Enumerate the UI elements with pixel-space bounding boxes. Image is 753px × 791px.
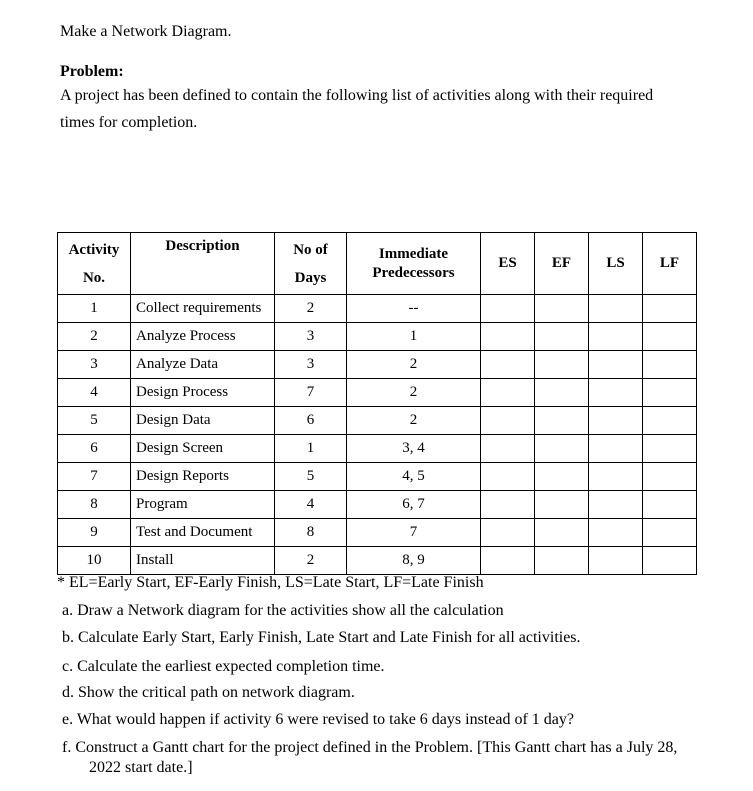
cell-ef xyxy=(535,463,589,491)
header-days xyxy=(275,233,347,295)
table-row xyxy=(58,379,697,407)
cell-ef xyxy=(535,519,589,547)
question-b: b. Calculate Early Start, Early Finish, Late Start and Late Finish for all activities. xyxy=(62,629,581,646)
header-ef: EF xyxy=(535,233,589,295)
question-f-line2: 2022 start date.] xyxy=(89,759,193,776)
cell-lf xyxy=(643,351,697,379)
header-days-line2: Days xyxy=(294,269,327,286)
cell-lf xyxy=(643,435,697,463)
table-row xyxy=(58,547,697,575)
cell-ef xyxy=(535,295,589,323)
header-ls: LS xyxy=(589,233,643,295)
cell-es xyxy=(481,407,535,435)
header-activity-line1: Activity xyxy=(68,241,120,258)
cell-ls xyxy=(589,435,643,463)
cell-ls xyxy=(589,519,643,547)
header-es: ES xyxy=(481,233,535,295)
cell-ef xyxy=(535,323,589,351)
cell-predecessors: 4, 5 xyxy=(347,463,481,491)
cell-activity-no: 1 xyxy=(58,295,131,323)
cell-description: Design Data xyxy=(131,407,275,435)
cell-activity-no: 8 xyxy=(58,491,131,519)
cell-description: Test and Document xyxy=(131,519,275,547)
cell-predecessors: 6, 7 xyxy=(347,491,481,519)
question-c: c. Calculate the earliest expected completion time. xyxy=(62,658,385,675)
cell-description: Program xyxy=(131,491,275,519)
cell-es xyxy=(481,323,535,351)
cell-days: 3 xyxy=(275,323,347,351)
cell-lf xyxy=(643,463,697,491)
cell-es xyxy=(481,463,535,491)
cell-es xyxy=(481,491,535,519)
cell-ls xyxy=(589,463,643,491)
question-d: d. Show the critical path on network diagram. xyxy=(62,684,355,701)
cell-es xyxy=(481,295,535,323)
cell-description: Analyze Data xyxy=(131,351,275,379)
cell-days: 7 xyxy=(275,379,347,407)
cell-days: 6 xyxy=(275,407,347,435)
cell-days: 4 xyxy=(275,491,347,519)
cell-description: Analyze Process xyxy=(131,323,275,351)
cell-activity-no: 5 xyxy=(58,407,131,435)
cell-activity-no: 3 xyxy=(58,351,131,379)
cell-ef xyxy=(535,491,589,519)
cell-description: Design Screen xyxy=(131,435,275,463)
table-row xyxy=(58,519,697,547)
cell-predecessors: 7 xyxy=(347,519,481,547)
cell-description: Collect requirements xyxy=(131,295,275,323)
header-days-line1: No of xyxy=(293,241,328,258)
table-row xyxy=(58,351,697,379)
cell-ef xyxy=(535,351,589,379)
header-predecessors xyxy=(347,233,481,295)
cell-activity-no: 9 xyxy=(58,519,131,547)
cell-lf xyxy=(643,547,697,575)
cell-predecessors: 1 xyxy=(347,323,481,351)
cell-lf xyxy=(643,295,697,323)
problem-heading: Problem: xyxy=(60,63,124,80)
problem-text-line2: times for completion. xyxy=(60,114,198,131)
cell-ls xyxy=(589,547,643,575)
footnote: * EL=Early Start, EF-Early Finish, LS=Late Start, LF=Late Finish xyxy=(57,574,484,591)
cell-activity-no: 2 xyxy=(58,323,131,351)
problem-text-line1: A project has been defined to contain the following list of activities along with their required xyxy=(60,87,654,104)
header-activity-line2: No. xyxy=(82,269,106,286)
cell-es xyxy=(481,519,535,547)
cell-days: 5 xyxy=(275,463,347,491)
activities-table xyxy=(57,232,697,575)
cell-ls xyxy=(589,407,643,435)
cell-description: Design Process xyxy=(131,379,275,407)
cell-predecessors: 2 xyxy=(347,407,481,435)
cell-predecessors: 8, 9 xyxy=(347,547,481,575)
table-row xyxy=(58,295,697,323)
cell-days: 3 xyxy=(275,351,347,379)
cell-ls xyxy=(589,295,643,323)
cell-es xyxy=(481,547,535,575)
cell-predecessors: 2 xyxy=(347,379,481,407)
cell-days: 2 xyxy=(275,295,347,323)
cell-activity-no: 4 xyxy=(58,379,131,407)
cell-days: 1 xyxy=(275,435,347,463)
cell-ef xyxy=(535,379,589,407)
cell-ls xyxy=(589,379,643,407)
question-f-line1: f. Construct a Gantt chart for the project defined in the Problem. [This Gantt chart has a July 28, xyxy=(62,739,678,756)
cell-lf xyxy=(643,407,697,435)
cell-ls xyxy=(589,351,643,379)
cell-predecessors: 3, 4 xyxy=(347,435,481,463)
table-row xyxy=(58,323,697,351)
cell-activity-no: 6 xyxy=(58,435,131,463)
cell-description: Design Reports xyxy=(131,463,275,491)
question-e: e. What would happen if activity 6 were revised to take 6 days instead of 1 day? xyxy=(62,711,574,728)
cell-ef xyxy=(535,435,589,463)
cell-es xyxy=(481,435,535,463)
question-a: a. Draw a Network diagram for the activities show all the calculation xyxy=(62,602,504,619)
header-description xyxy=(131,233,275,295)
cell-es xyxy=(481,351,535,379)
cell-ef xyxy=(535,547,589,575)
header-pred-line2: Predecessors xyxy=(372,264,455,281)
table-row xyxy=(58,491,697,519)
cell-lf xyxy=(643,323,697,351)
header-activity-no xyxy=(58,233,131,295)
cell-activity-no: 7 xyxy=(58,463,131,491)
cell-lf xyxy=(643,491,697,519)
cell-predecessors: 2 xyxy=(347,351,481,379)
table-row xyxy=(58,407,697,435)
table-row xyxy=(58,463,697,491)
table-row xyxy=(58,435,697,463)
cell-ef xyxy=(535,407,589,435)
cell-predecessors: -- xyxy=(347,295,481,323)
cell-activity-no: 10 xyxy=(58,547,131,575)
cell-ls xyxy=(589,323,643,351)
header-pred-line1: Immediate xyxy=(378,245,449,262)
table-header-row xyxy=(58,233,697,295)
cell-days: 2 xyxy=(275,547,347,575)
header-lf: LF xyxy=(643,233,697,295)
cell-ls xyxy=(589,491,643,519)
cell-es xyxy=(481,379,535,407)
cell-lf xyxy=(643,379,697,407)
cell-description: Install xyxy=(131,547,275,575)
header-description-label: Description xyxy=(165,238,240,254)
cell-days: 8 xyxy=(275,519,347,547)
cell-lf xyxy=(643,519,697,547)
document-title: Make a Network Diagram. xyxy=(60,23,232,40)
